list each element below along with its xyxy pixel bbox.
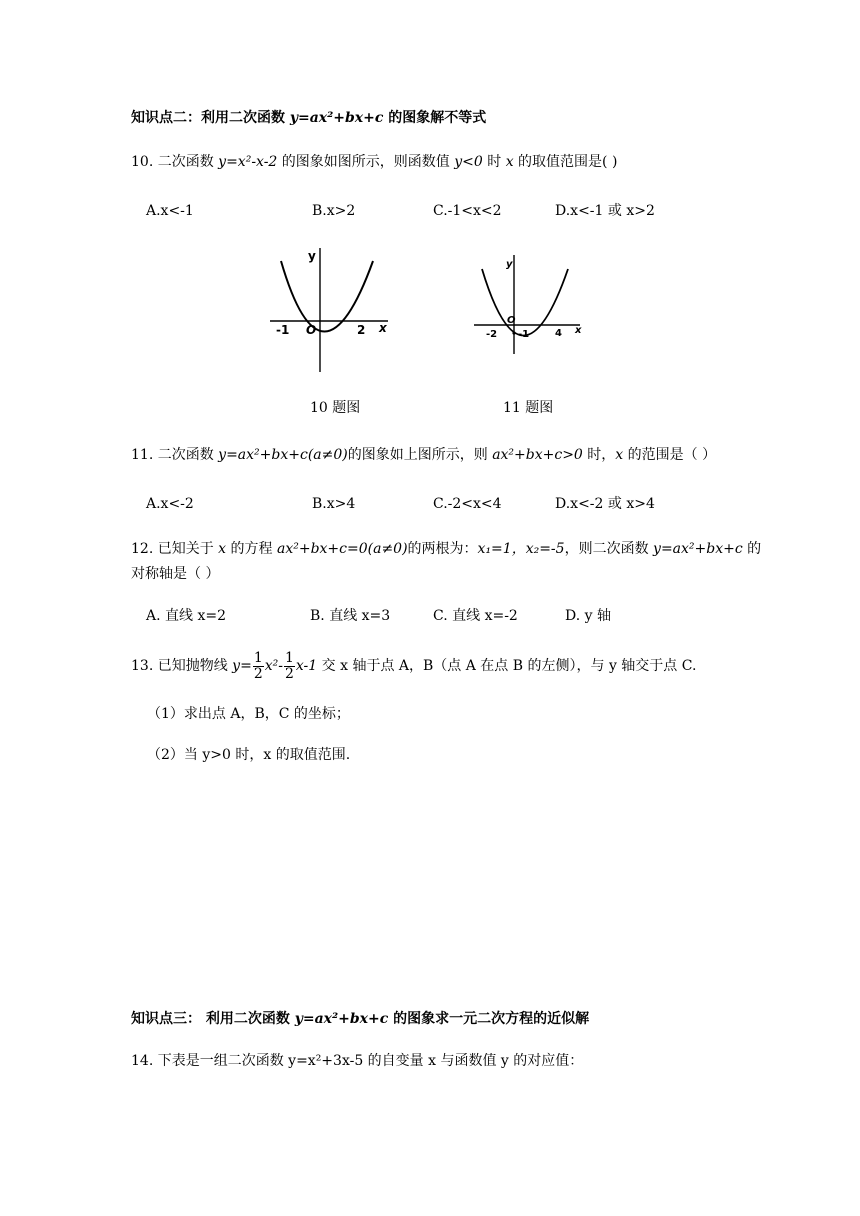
formula: y=ax²+bx+c	[289, 110, 384, 126]
fig10-label-2: 2	[357, 323, 366, 337]
fig11-label-4: 4	[555, 328, 562, 339]
question-13-part-1: （1）求出点 A，B，C 的坐标；	[147, 706, 350, 722]
question-12-line1: 12. 已知关于 x 的方程 ax²+bx+c=0(a≠0)的两根为：x₁=1，x₂=-5，则二次函数 y=ax²+bx+c 的	[131, 541, 762, 557]
q10-option-c: C.-1<x<2	[433, 203, 502, 219]
fig11-label-origin: O	[507, 315, 516, 326]
question-11: 11. 二次函数 y=ax²+bx+c(a≠0)的图象如上图所示，则 ax²+bx+c>0 时，x 的范围是（ ）	[131, 447, 717, 463]
fraction-half-2: $\frac{1}{2}$	[284, 649, 294, 682]
fraction-half-1: $\frac{1}{2}$	[253, 649, 263, 682]
fig11-label-y: y	[506, 259, 513, 270]
fig11-label-x: x	[575, 325, 582, 336]
q10-option-d: D.x<-1 或 x>2	[555, 203, 655, 219]
formula: y=ax²+bx+c	[294, 1011, 389, 1027]
q12-option-b: B. 直线 x=3	[310, 608, 391, 624]
q10-option-a: A.x<-1	[146, 203, 194, 219]
figure-10-caption: 10 题图	[310, 400, 361, 416]
question-14: 14. 下表是一组二次函数 y=x²+3x-5 的自变量 x 与函数值 y 的对应值：	[131, 1053, 584, 1069]
fig10-label-origin: O	[306, 323, 317, 337]
section-heading-3: 知识点三： 利用二次函数 y=ax²+bx+c 的图象求一元二次方程的近似解	[131, 1011, 590, 1027]
q11-option-c: C.-2<x<4	[433, 496, 502, 512]
q10-option-b: B.x>2	[312, 203, 356, 219]
figure-10-graph	[262, 244, 398, 376]
q12-option-a: A. 直线 x=2	[146, 608, 226, 624]
figure-11-caption: 11 题图	[503, 400, 554, 416]
q11-option-d: D.x<-2 或 x>4	[555, 496, 655, 512]
fig11-label-neg2: -2	[486, 329, 498, 340]
question-13: 13. 已知抛物线 y= $\frac{1}{2}$ x²- $\frac{1}{2}$ x-1 交 x 轴于点 A，B（点 A 在点 B 的左侧），与 y 轴交于点 C.	[131, 649, 697, 682]
question-10: 10. 二次函数 y=x²-x-2 的图象如图所示，则函数值 y<0 时 x 的取值范围是( )	[131, 154, 618, 170]
fig10-label-y: y	[308, 249, 316, 263]
fig10-label-neg1: -1	[276, 323, 290, 337]
figure-11-graph	[470, 252, 588, 356]
q12-option-d: D. y 轴	[565, 608, 611, 624]
fig10-label-x: x	[379, 321, 387, 335]
fig11-label-neg1: -1	[518, 329, 530, 340]
question-13-part-2: （2）当 y>0 时，x 的取值范围.	[147, 747, 351, 763]
q12-option-c: C. 直线 x=-2	[433, 608, 518, 624]
section-heading-2: 知识点二：利用二次函数 y=ax²+bx+c 的图象解不等式	[131, 110, 487, 126]
question-12-line2: 对称轴是（ ）	[131, 566, 220, 582]
q11-option-b: B.x>4	[312, 496, 356, 512]
q11-option-a: A.x<-2	[146, 496, 194, 512]
